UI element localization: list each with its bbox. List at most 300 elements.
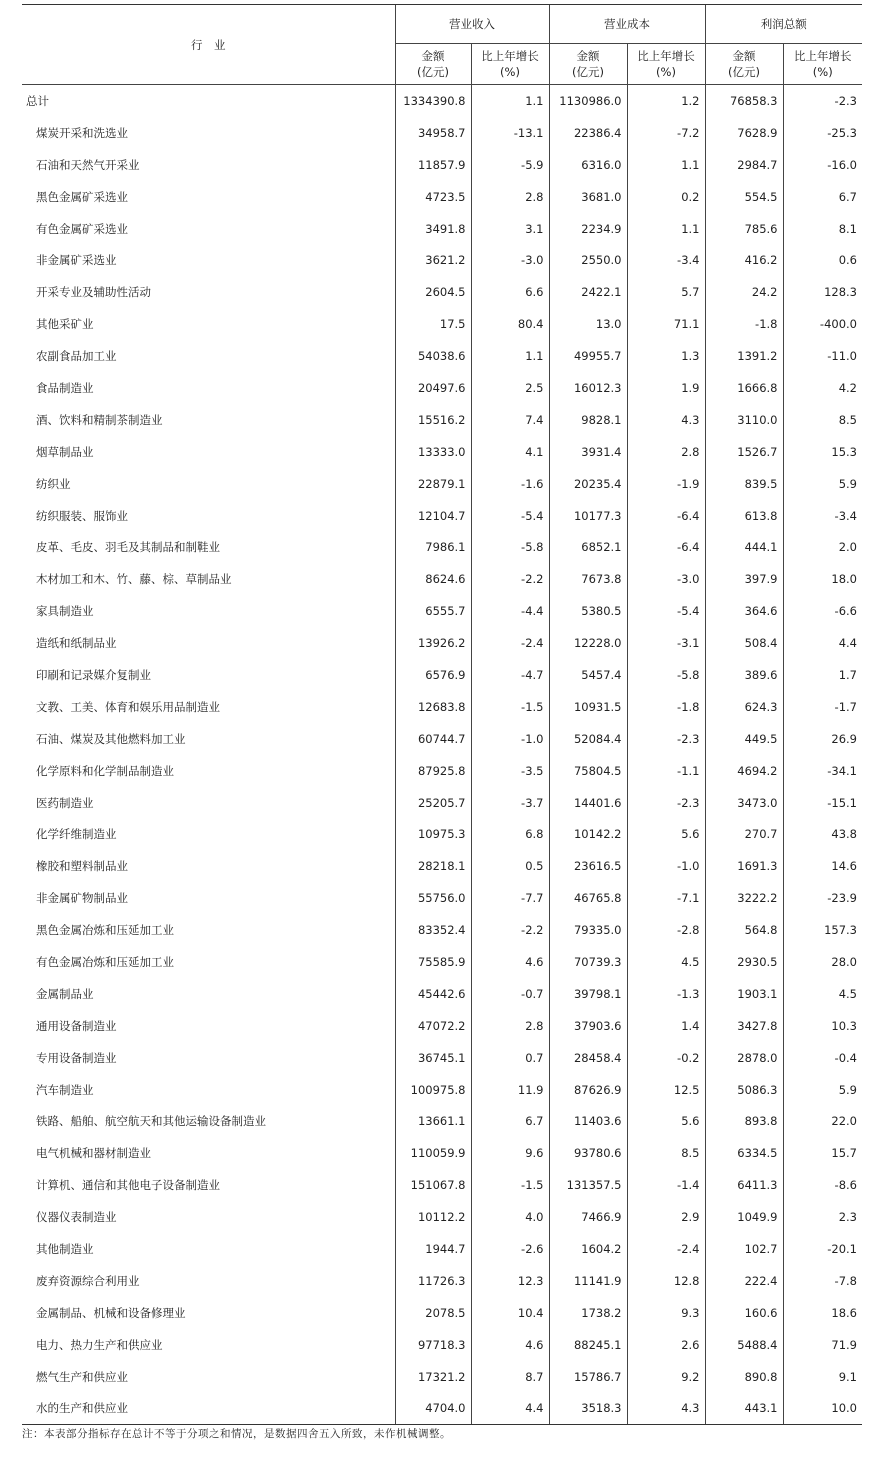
table-row xyxy=(22,213,862,245)
cost-growth-cell: 5.7 xyxy=(627,276,705,308)
revenue-growth-cell: 4.6 xyxy=(471,946,549,978)
cost-growth-cell: 9.3 xyxy=(627,1297,705,1329)
profit-growth-cell: -8.6 xyxy=(783,1169,862,1201)
industry-name-cell: 汽车制造业 xyxy=(36,1082,94,1097)
revenue-growth-cell: 3.1 xyxy=(471,213,549,245)
industry-name-cell: 金属制品业 xyxy=(36,986,94,1001)
cost-growth-cell: 1.1 xyxy=(627,213,705,245)
profit-growth-cell: 26.9 xyxy=(783,723,862,755)
revenue-growth-cell: -5.8 xyxy=(471,531,549,563)
profit-growth-cell: -0.4 xyxy=(783,1042,862,1074)
table-row xyxy=(22,850,862,882)
revenue-amount-cell: 22879.1 xyxy=(395,468,471,500)
cost-amount-cell: 1604.2 xyxy=(549,1233,627,1265)
revenue-growth-cell: -1.0 xyxy=(471,723,549,755)
cost-growth-cell: -0.2 xyxy=(627,1042,705,1074)
table-row xyxy=(22,531,862,563)
profit-growth-header: 比上年增长 (%) xyxy=(783,44,862,85)
revenue-growth-cell: -1.5 xyxy=(471,691,549,723)
table-row xyxy=(22,914,862,946)
revenue-growth-cell: -5.4 xyxy=(471,500,549,532)
cost-amount-cell: 5457.4 xyxy=(549,659,627,691)
revenue-growth-cell: 9.6 xyxy=(471,1137,549,1169)
table-row xyxy=(22,308,862,340)
cost-amount-cell: 93780.6 xyxy=(549,1137,627,1169)
table-row xyxy=(22,1106,862,1138)
profit-amount-cell: 1049.9 xyxy=(705,1201,783,1233)
table-row xyxy=(22,276,862,308)
cost-amount-cell: 39798.1 xyxy=(549,978,627,1010)
cost-growth-cell: 2.6 xyxy=(627,1329,705,1361)
cost-amount-cell: 131357.5 xyxy=(549,1169,627,1201)
table-row xyxy=(22,1393,862,1425)
revenue-amount-header: 金额 (亿元) xyxy=(395,44,471,85)
revenue-amount-cell: 28218.1 xyxy=(395,850,471,882)
revenue-amount-cell: 11857.9 xyxy=(395,149,471,181)
cost-amount-cell: 12228.0 xyxy=(549,627,627,659)
cost-growth-cell: 1.1 xyxy=(627,149,705,181)
industry-name-cell: 专用设备制造业 xyxy=(36,1050,117,1065)
cost-growth-cell: -3.1 xyxy=(627,627,705,659)
profit-growth-cell: 18.0 xyxy=(783,563,862,595)
cost-growth-cell: -2.8 xyxy=(627,914,705,946)
table-body xyxy=(22,85,862,1425)
table-row xyxy=(22,755,862,787)
revenue-amount-cell: 6555.7 xyxy=(395,595,471,627)
cost-growth-cell: 71.1 xyxy=(627,308,705,340)
cost-growth-cell: 9.2 xyxy=(627,1361,705,1393)
cost-amount-cell: 10177.3 xyxy=(549,500,627,532)
revenue-amount-cell: 100975.8 xyxy=(395,1074,471,1106)
profit-amount-cell: 890.8 xyxy=(705,1361,783,1393)
cost-amount-cell: 46765.8 xyxy=(549,882,627,914)
profit-amount-cell: 2984.7 xyxy=(705,149,783,181)
profit-growth-cell: 5.9 xyxy=(783,468,862,500)
industry-name-cell: 计算机、通信和其他电子设备制造业 xyxy=(36,1178,220,1193)
revenue-amount-cell: 83352.4 xyxy=(395,914,471,946)
cost-amount-cell: 22386.4 xyxy=(549,117,627,149)
revenue-amount-cell: 13926.2 xyxy=(395,627,471,659)
cost-growth-cell: 5.6 xyxy=(627,818,705,850)
profit-growth-cell: 15.7 xyxy=(783,1137,862,1169)
revenue-amount-cell: 6576.9 xyxy=(395,659,471,691)
profit-growth-cell: -34.1 xyxy=(783,755,862,787)
cost-growth-cell: 2.9 xyxy=(627,1201,705,1233)
profit-growth-cell: -6.6 xyxy=(783,595,862,627)
industry-name-cell: 纺织服装、服饰业 xyxy=(36,508,128,523)
profit-growth-cell: 4.4 xyxy=(783,627,862,659)
profit-amount-cell: 24.2 xyxy=(705,276,783,308)
revenue-amount-cell: 47072.2 xyxy=(395,1010,471,1042)
industry-name-cell: 其他制造业 xyxy=(36,1242,94,1256)
revenue-growth-cell: 8.7 xyxy=(471,1361,549,1393)
profit-amount-cell: 3473.0 xyxy=(705,787,783,819)
cost-amount-cell: 1738.2 xyxy=(549,1297,627,1329)
table-row xyxy=(22,1233,862,1265)
revenue-amount-cell: 15516.2 xyxy=(395,404,471,436)
industry-name-cell: 酒、饮料和精制茶制造业 xyxy=(36,412,163,427)
revenue-growth-cell: 0.7 xyxy=(471,1042,549,1074)
cost-growth-cell: 1.4 xyxy=(627,1010,705,1042)
table-row xyxy=(22,818,862,850)
profit-amount-cell: 6334.5 xyxy=(705,1137,783,1169)
cost-growth-cell: 1.9 xyxy=(627,372,705,404)
revenue-amount-cell: 54038.6 xyxy=(395,340,471,372)
profit-amount-cell: 6411.3 xyxy=(705,1169,783,1201)
cost-growth-cell: -2.4 xyxy=(627,1233,705,1265)
profit-growth-cell: 0.6 xyxy=(783,244,862,276)
industry-header: 行 业 xyxy=(22,5,395,85)
industry-name-cell: 农副食品加工业 xyxy=(36,349,117,364)
revenue-amount-cell: 10975.3 xyxy=(395,818,471,850)
industry-name-cell: 电力、热力生产和供应业 xyxy=(36,1337,163,1352)
profit-growth-cell: 14.6 xyxy=(783,850,862,882)
industry-name-cell: 金属制品、机械和设备修理业 xyxy=(36,1305,186,1320)
revenue-growth-cell: 2.8 xyxy=(471,181,549,213)
revenue-amount-cell: 55756.0 xyxy=(395,882,471,914)
revenue-amount-cell: 1944.7 xyxy=(395,1233,471,1265)
industry-name-cell: 石油、煤炭及其他燃料加工业 xyxy=(36,731,186,746)
industry-name-cell: 有色金属矿采选业 xyxy=(36,221,128,236)
table-row xyxy=(22,1137,862,1169)
cost-amount-cell: 70739.3 xyxy=(549,946,627,978)
cost-amount-cell: 79335.0 xyxy=(549,914,627,946)
cost-amount-cell: 23616.5 xyxy=(549,850,627,882)
industry-name-cell: 总计 xyxy=(26,93,49,108)
industry-name-cell: 有色金属冶炼和压延加工业 xyxy=(36,954,174,969)
revenue-growth-cell: 6.7 xyxy=(471,1106,549,1138)
revenue-amount-cell: 151067.8 xyxy=(395,1169,471,1201)
industry-name-cell: 纺织业 xyxy=(36,476,71,491)
profit-amount-cell: 893.8 xyxy=(705,1106,783,1138)
revenue-header: 营业收入 xyxy=(395,5,549,44)
revenue-amount-cell: 10112.2 xyxy=(395,1201,471,1233)
cost-amount-cell: 6852.1 xyxy=(549,531,627,563)
revenue-amount-cell: 12683.8 xyxy=(395,691,471,723)
revenue-growth-cell: -7.7 xyxy=(471,882,549,914)
table-row xyxy=(22,882,862,914)
table-row xyxy=(22,1074,862,1106)
cost-amount-cell: 10931.5 xyxy=(549,691,627,723)
cost-amount-cell: 20235.4 xyxy=(549,468,627,500)
industry-table xyxy=(22,4,862,1425)
revenue-growth-cell: -0.7 xyxy=(471,978,549,1010)
revenue-amount-cell: 97718.3 xyxy=(395,1329,471,1361)
table-row xyxy=(22,340,862,372)
industry-name-cell: 黑色金属冶炼和压延加工业 xyxy=(36,923,174,938)
profit-amount-header: 金额 (亿元) xyxy=(705,44,783,85)
footnote: 注：本表部分指标存在总计不等于分项之和情况，是数据四舍五入所致，未作机械调整。 xyxy=(22,1428,451,1440)
profit-amount-cell: 1903.1 xyxy=(705,978,783,1010)
cost-amount-cell: 75804.5 xyxy=(549,755,627,787)
revenue-growth-cell: 80.4 xyxy=(471,308,549,340)
profit-amount-cell: 1391.2 xyxy=(705,340,783,372)
profit-amount-cell: 160.6 xyxy=(705,1297,783,1329)
profit-amount-cell: 4694.2 xyxy=(705,755,783,787)
revenue-growth-cell: 11.9 xyxy=(471,1074,549,1106)
industry-name-cell: 印刷和记录媒介复制业 xyxy=(36,667,151,682)
cost-amount-cell: 37903.6 xyxy=(549,1010,627,1042)
cost-growth-cell: -1.3 xyxy=(627,978,705,1010)
profit-growth-cell: -1.7 xyxy=(783,691,862,723)
industry-name-cell: 燃气生产和供应业 xyxy=(36,1369,128,1384)
total-row xyxy=(22,85,862,117)
profit-growth-cell: 28.0 xyxy=(783,946,862,978)
revenue-growth-cell: -3.7 xyxy=(471,787,549,819)
industry-name-cell: 食品制造业 xyxy=(36,380,94,395)
cost-amount-cell: 9828.1 xyxy=(549,404,627,436)
cost-growth-header: 比上年增长 (%) xyxy=(627,44,705,85)
revenue-amount-cell: 36745.1 xyxy=(395,1042,471,1074)
revenue-amount-cell: 1334390.8 xyxy=(395,85,471,117)
profit-amount-cell: 564.8 xyxy=(705,914,783,946)
cost-amount-cell: 3681.0 xyxy=(549,181,627,213)
cost-amount-cell: 49955.7 xyxy=(549,340,627,372)
profit-growth-cell: 10.3 xyxy=(783,1010,862,1042)
cost-growth-cell: 0.2 xyxy=(627,181,705,213)
profit-amount-cell: -1.8 xyxy=(705,308,783,340)
profit-amount-cell: 3222.2 xyxy=(705,882,783,914)
industry-name-cell: 铁路、船舶、航空航天和其他运输设备制造业 xyxy=(36,1114,266,1129)
profit-amount-cell: 443.1 xyxy=(705,1393,783,1425)
table-row xyxy=(22,1010,862,1042)
industry-name-cell: 造纸和纸制品业 xyxy=(36,636,117,651)
profit-growth-cell: -2.3 xyxy=(783,85,862,117)
revenue-amount-cell: 110059.9 xyxy=(395,1137,471,1169)
profit-amount-cell: 1691.3 xyxy=(705,850,783,882)
profit-amount-cell: 76858.3 xyxy=(705,85,783,117)
revenue-amount-cell: 13661.1 xyxy=(395,1106,471,1138)
revenue-amount-cell: 25205.7 xyxy=(395,787,471,819)
industry-name-cell: 开采专业及辅助性活动 xyxy=(36,285,151,300)
cost-growth-cell: -5.4 xyxy=(627,595,705,627)
revenue-amount-cell: 34958.7 xyxy=(395,117,471,149)
industry-name-cell: 其他采矿业 xyxy=(36,317,94,332)
cost-growth-cell: -6.4 xyxy=(627,531,705,563)
revenue-amount-cell: 2604.5 xyxy=(395,276,471,308)
revenue-growth-cell: -2.2 xyxy=(471,914,549,946)
revenue-growth-cell: 2.8 xyxy=(471,1010,549,1042)
revenue-growth-cell: -2.6 xyxy=(471,1233,549,1265)
table-row xyxy=(22,372,862,404)
profit-amount-cell: 389.6 xyxy=(705,659,783,691)
revenue-growth-cell: -3.5 xyxy=(471,755,549,787)
profit-growth-cell: -11.0 xyxy=(783,340,862,372)
profit-amount-cell: 1666.8 xyxy=(705,372,783,404)
profit-growth-cell: 6.7 xyxy=(783,181,862,213)
cost-growth-cell: -6.4 xyxy=(627,500,705,532)
revenue-growth-cell: 6.8 xyxy=(471,818,549,850)
profit-amount-cell: 3427.8 xyxy=(705,1010,783,1042)
industry-name-cell: 非金属矿物制品业 xyxy=(36,891,128,906)
table-row xyxy=(22,117,862,149)
profit-amount-cell: 270.7 xyxy=(705,818,783,850)
cost-amount-cell: 14401.6 xyxy=(549,787,627,819)
profit-growth-cell: -25.3 xyxy=(783,117,862,149)
cost-amount-cell: 87626.9 xyxy=(549,1074,627,1106)
cost-amount-cell: 2422.1 xyxy=(549,276,627,308)
profit-amount-cell: 102.7 xyxy=(705,1233,783,1265)
cost-growth-cell: 2.8 xyxy=(627,436,705,468)
cost-amount-cell: 5380.5 xyxy=(549,595,627,627)
revenue-growth-cell: 0.5 xyxy=(471,850,549,882)
industry-name-cell: 水的生产和供应业 xyxy=(22,1393,395,1425)
revenue-amount-cell: 75585.9 xyxy=(395,946,471,978)
revenue-growth-cell: 1.1 xyxy=(471,85,549,117)
table-row xyxy=(22,1329,862,1361)
revenue-growth-cell: 4.1 xyxy=(471,436,549,468)
industry-name-cell: 化学原料和化学制品制造业 xyxy=(36,763,174,778)
profit-amount-cell: 364.6 xyxy=(705,595,783,627)
revenue-growth-cell: 6.6 xyxy=(471,276,549,308)
profit-growth-cell: 1.7 xyxy=(783,659,862,691)
cost-growth-cell: 4.3 xyxy=(627,404,705,436)
profit-amount-cell: 416.2 xyxy=(705,244,783,276)
table-row xyxy=(22,659,862,691)
industry-name-cell: 皮革、毛皮、羽毛及其制品和制鞋业 xyxy=(36,540,220,555)
cost-growth-cell: -7.2 xyxy=(627,117,705,149)
cost-amount-cell: 6316.0 xyxy=(549,149,627,181)
table-row xyxy=(22,723,862,755)
revenue-growth-cell: 7.4 xyxy=(471,404,549,436)
industry-name-cell: 橡胶和塑料制品业 xyxy=(36,859,128,874)
revenue-amount-cell: 3621.2 xyxy=(395,244,471,276)
revenue-growth-cell: -4.4 xyxy=(471,595,549,627)
profit-amount-cell: 554.5 xyxy=(705,181,783,213)
cost-growth-cell: 5.6 xyxy=(627,1106,705,1138)
table-row xyxy=(22,149,862,181)
cost-header: 营业成本 xyxy=(549,5,705,44)
profit-growth-cell: 18.6 xyxy=(783,1297,862,1329)
cost-amount-cell: 13.0 xyxy=(549,308,627,340)
cost-growth-cell: -3.4 xyxy=(627,244,705,276)
cost-growth-cell: -1.8 xyxy=(627,691,705,723)
cost-growth-cell: 1.3 xyxy=(627,340,705,372)
table-row xyxy=(22,500,862,532)
revenue-amount-cell: 12104.7 xyxy=(395,500,471,532)
profit-growth-cell: 128.3 xyxy=(783,276,862,308)
profit-growth-cell: -20.1 xyxy=(783,1233,862,1265)
industry-name-cell: 木材加工和木、竹、藤、棕、草制品业 xyxy=(36,572,232,587)
revenue-amount-cell: 87925.8 xyxy=(395,755,471,787)
revenue-growth-cell: 4.0 xyxy=(471,1201,549,1233)
cost-growth-cell: -2.3 xyxy=(627,787,705,819)
profit-amount-cell: 3110.0 xyxy=(705,404,783,436)
profit-header: 利润总额 xyxy=(705,5,862,44)
industry-name-cell: 化学纤维制造业 xyxy=(36,827,117,842)
profit-growth-cell: 10.0 xyxy=(783,1393,862,1425)
cost-amount-cell: 2234.9 xyxy=(549,213,627,245)
table-row xyxy=(22,1169,862,1201)
cost-amount-cell: 88245.1 xyxy=(549,1329,627,1361)
profit-growth-cell: 22.0 xyxy=(783,1106,862,1138)
revenue-growth-cell: 1.1 xyxy=(471,340,549,372)
revenue-amount-cell: 45442.6 xyxy=(395,978,471,1010)
profit-growth-cell: -23.9 xyxy=(783,882,862,914)
table-row xyxy=(22,691,862,723)
cost-growth-cell: 12.8 xyxy=(627,1265,705,1297)
industry-name-cell: 电气机械和器材制造业 xyxy=(36,1146,151,1161)
cost-amount-header: 金额 (亿元) xyxy=(549,44,627,85)
cost-amount-cell: 28458.4 xyxy=(549,1042,627,1074)
profit-growth-cell: -3.4 xyxy=(783,500,862,532)
table-row xyxy=(22,787,862,819)
profit-growth-cell: 157.3 xyxy=(783,914,862,946)
profit-amount-cell: 1526.7 xyxy=(705,436,783,468)
revenue-growth-cell: -1.6 xyxy=(471,468,549,500)
revenue-growth-cell: 4.6 xyxy=(471,1329,549,1361)
revenue-growth-cell: -3.0 xyxy=(471,244,549,276)
industry-name-cell: 煤炭开采和洗选业 xyxy=(36,125,128,140)
cost-growth-cell: -1.4 xyxy=(627,1169,705,1201)
cost-amount-cell: 16012.3 xyxy=(549,372,627,404)
profit-amount-cell: 2930.5 xyxy=(705,946,783,978)
cost-amount-cell: 52084.4 xyxy=(549,723,627,755)
cost-growth-cell: -2.3 xyxy=(627,723,705,755)
profit-amount-cell: 444.1 xyxy=(705,531,783,563)
cost-amount-cell: 2550.0 xyxy=(549,244,627,276)
table-row xyxy=(22,404,862,436)
revenue-amount-cell: 17.5 xyxy=(395,308,471,340)
table-row xyxy=(22,1201,862,1233)
profit-growth-cell: 15.3 xyxy=(783,436,862,468)
cost-amount-cell: 3518.3 xyxy=(549,1393,627,1425)
profit-growth-cell: -15.1 xyxy=(783,787,862,819)
profit-growth-cell: 8.1 xyxy=(783,213,862,245)
profit-growth-cell: 9.1 xyxy=(783,1361,862,1393)
revenue-amount-cell: 11726.3 xyxy=(395,1265,471,1297)
profit-amount-cell: 7628.9 xyxy=(705,117,783,149)
profit-growth-cell: 4.5 xyxy=(783,978,862,1010)
cost-growth-cell: -3.0 xyxy=(627,563,705,595)
cost-growth-cell: 12.5 xyxy=(627,1074,705,1106)
cost-amount-cell: 15786.7 xyxy=(549,1361,627,1393)
profit-growth-cell: 2.3 xyxy=(783,1201,862,1233)
revenue-growth-cell: -2.4 xyxy=(471,627,549,659)
profit-growth-cell: -16.0 xyxy=(783,149,862,181)
cost-growth-cell: -7.1 xyxy=(627,882,705,914)
table-row xyxy=(22,1042,862,1074)
table-row xyxy=(22,468,862,500)
cost-growth-cell: 4.5 xyxy=(627,946,705,978)
profit-amount-cell: 397.9 xyxy=(705,563,783,595)
profit-amount-cell: 624.3 xyxy=(705,691,783,723)
profit-amount-cell: 508.4 xyxy=(705,627,783,659)
table-row xyxy=(22,563,862,595)
industry-name-cell: 家具制造业 xyxy=(36,604,94,619)
revenue-growth-cell: 2.5 xyxy=(471,372,549,404)
revenue-growth-cell: 10.4 xyxy=(471,1297,549,1329)
table-row xyxy=(22,181,862,213)
revenue-amount-cell: 8624.6 xyxy=(395,563,471,595)
cost-amount-cell: 1130986.0 xyxy=(549,85,627,117)
revenue-growth-cell: -13.1 xyxy=(471,117,549,149)
cost-growth-cell: 8.5 xyxy=(627,1137,705,1169)
table-row xyxy=(22,244,862,276)
revenue-growth-cell: -1.5 xyxy=(471,1169,549,1201)
cost-amount-cell: 7466.9 xyxy=(549,1201,627,1233)
cost-amount-cell: 11141.9 xyxy=(549,1265,627,1297)
table-row xyxy=(22,978,862,1010)
industry-name-cell: 仪器仪表制造业 xyxy=(36,1210,117,1225)
table-row xyxy=(22,436,862,468)
revenue-growth-cell: -5.9 xyxy=(471,149,549,181)
profit-growth-cell: 71.9 xyxy=(783,1329,862,1361)
revenue-growth-header: 比上年增长 (%) xyxy=(471,44,549,85)
revenue-amount-cell: 2078.5 xyxy=(395,1297,471,1329)
revenue-amount-cell: 4704.0 xyxy=(395,1393,471,1425)
cost-amount-cell: 3931.4 xyxy=(549,436,627,468)
